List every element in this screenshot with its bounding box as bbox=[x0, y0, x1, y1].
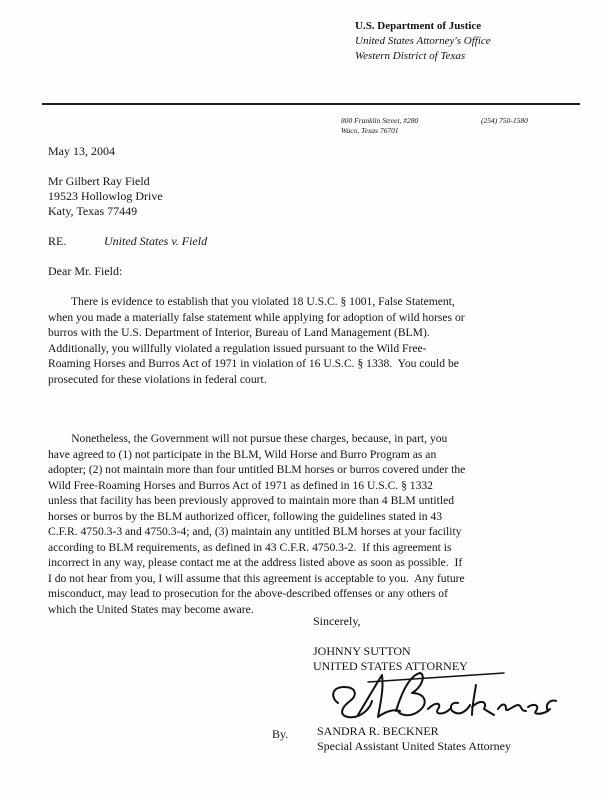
paragraph-line: burros with the U.S. Department of Interior, Bureau of Land Management (BLM). bbox=[48, 326, 430, 339]
recipient-city: Katy, Texas 77449 bbox=[48, 204, 138, 218]
letterhead-office: United States Attorney's Office bbox=[355, 35, 491, 47]
office-street: 800 Franklin Street, #280 bbox=[341, 116, 419, 125]
re-label: RE. bbox=[48, 234, 67, 248]
paragraph-line: have agreed to (1) not participate in the BLM, Wild Horse and Burro Program as an bbox=[48, 447, 437, 461]
paragraph-line: horses or burros by the BLM authorized officer, following the guidelines stated in 43 bbox=[48, 509, 443, 523]
recipient-name: Mr Gilbert Ray Field bbox=[48, 174, 150, 188]
paragraph-line: according to BLM requirements, as defined in 43 C.F.R. 4750.3-2. If this agreement is bbox=[48, 540, 452, 554]
agent-name: SANDRA R. BECKNER bbox=[317, 724, 439, 738]
paragraph-violations bbox=[48, 294, 586, 387]
paragraph-line: which the United States may become aware. bbox=[48, 602, 254, 616]
paragraph-line: There is evidence to establish that you violated 18 U.S.C. § 1001, False Statement, bbox=[48, 295, 455, 308]
agent-title: Special Assistant United States Attorney bbox=[317, 739, 511, 753]
handwritten-signature bbox=[308, 665, 558, 723]
paragraph-line: when you made a materially false statement while applying for adoption of wild horses or bbox=[48, 310, 465, 324]
paragraph-line: unless that facility has been previously approved to maintain more than 4 BLM untitled bbox=[48, 494, 455, 507]
recipient-street: 19523 Hollowlog Drive bbox=[48, 189, 163, 203]
signer-title: UNITED STATES ATTORNEY bbox=[313, 659, 468, 673]
paragraph-line: Roaming Horses and Burros Act of 1971 in violation of 16 U.S.C. § 1338. You could be bbox=[48, 357, 459, 370]
paragraph-line: C.F.R. 4750.3-3 and 4750.3-4; and, (3) maintain any untitled BLM horses at your facility bbox=[48, 525, 462, 538]
letterhead-department: U.S. Department of Justice bbox=[355, 20, 482, 32]
closing: Sincerely, bbox=[313, 614, 361, 628]
by-label: By. bbox=[272, 727, 289, 741]
case-name: United States v. Field bbox=[104, 234, 208, 248]
office-city: Waco, Texas 76701 bbox=[341, 126, 399, 135]
paragraph-line: Wild Free-Roaming Horses and Burros Act of 1971 as defined in 16 U.S.C. § 1332 bbox=[48, 478, 433, 492]
office-phone: (254) 750-1580 bbox=[481, 116, 528, 125]
paragraph-line: misconduct, may lead to prosecution for the above-described offenses or any others of bbox=[48, 587, 448, 600]
paragraph-line: incorrect in any way, please contact me at the address listed above as soon as possible. If bbox=[48, 556, 463, 569]
letterhead-divider bbox=[42, 103, 580, 105]
paragraph-agreement bbox=[48, 431, 586, 617]
paragraph-line: prosecuted for these violations in federal court. bbox=[48, 372, 267, 386]
paragraph-line: adopter; (2) not maintain more than four untitled BLM horses or burros covered under the bbox=[48, 463, 466, 476]
salutation: Dear Mr. Field: bbox=[48, 264, 123, 278]
signer-name: JOHNNY SUTTON bbox=[313, 644, 411, 658]
paragraph-line: Additionally, you willfully violated a regulation issued pursuant to the Wild Free- bbox=[48, 341, 427, 355]
paragraph-line: Nonetheless, the Government will not pursue these charges, because, in part, you bbox=[48, 432, 448, 445]
letter-date: May 13, 2004 bbox=[48, 144, 115, 158]
letterhead-district: Western District of Texas bbox=[355, 50, 466, 62]
paragraph-line: I do not hear from you, I will assume that this agreement is acceptable to you. Any future bbox=[48, 571, 465, 585]
